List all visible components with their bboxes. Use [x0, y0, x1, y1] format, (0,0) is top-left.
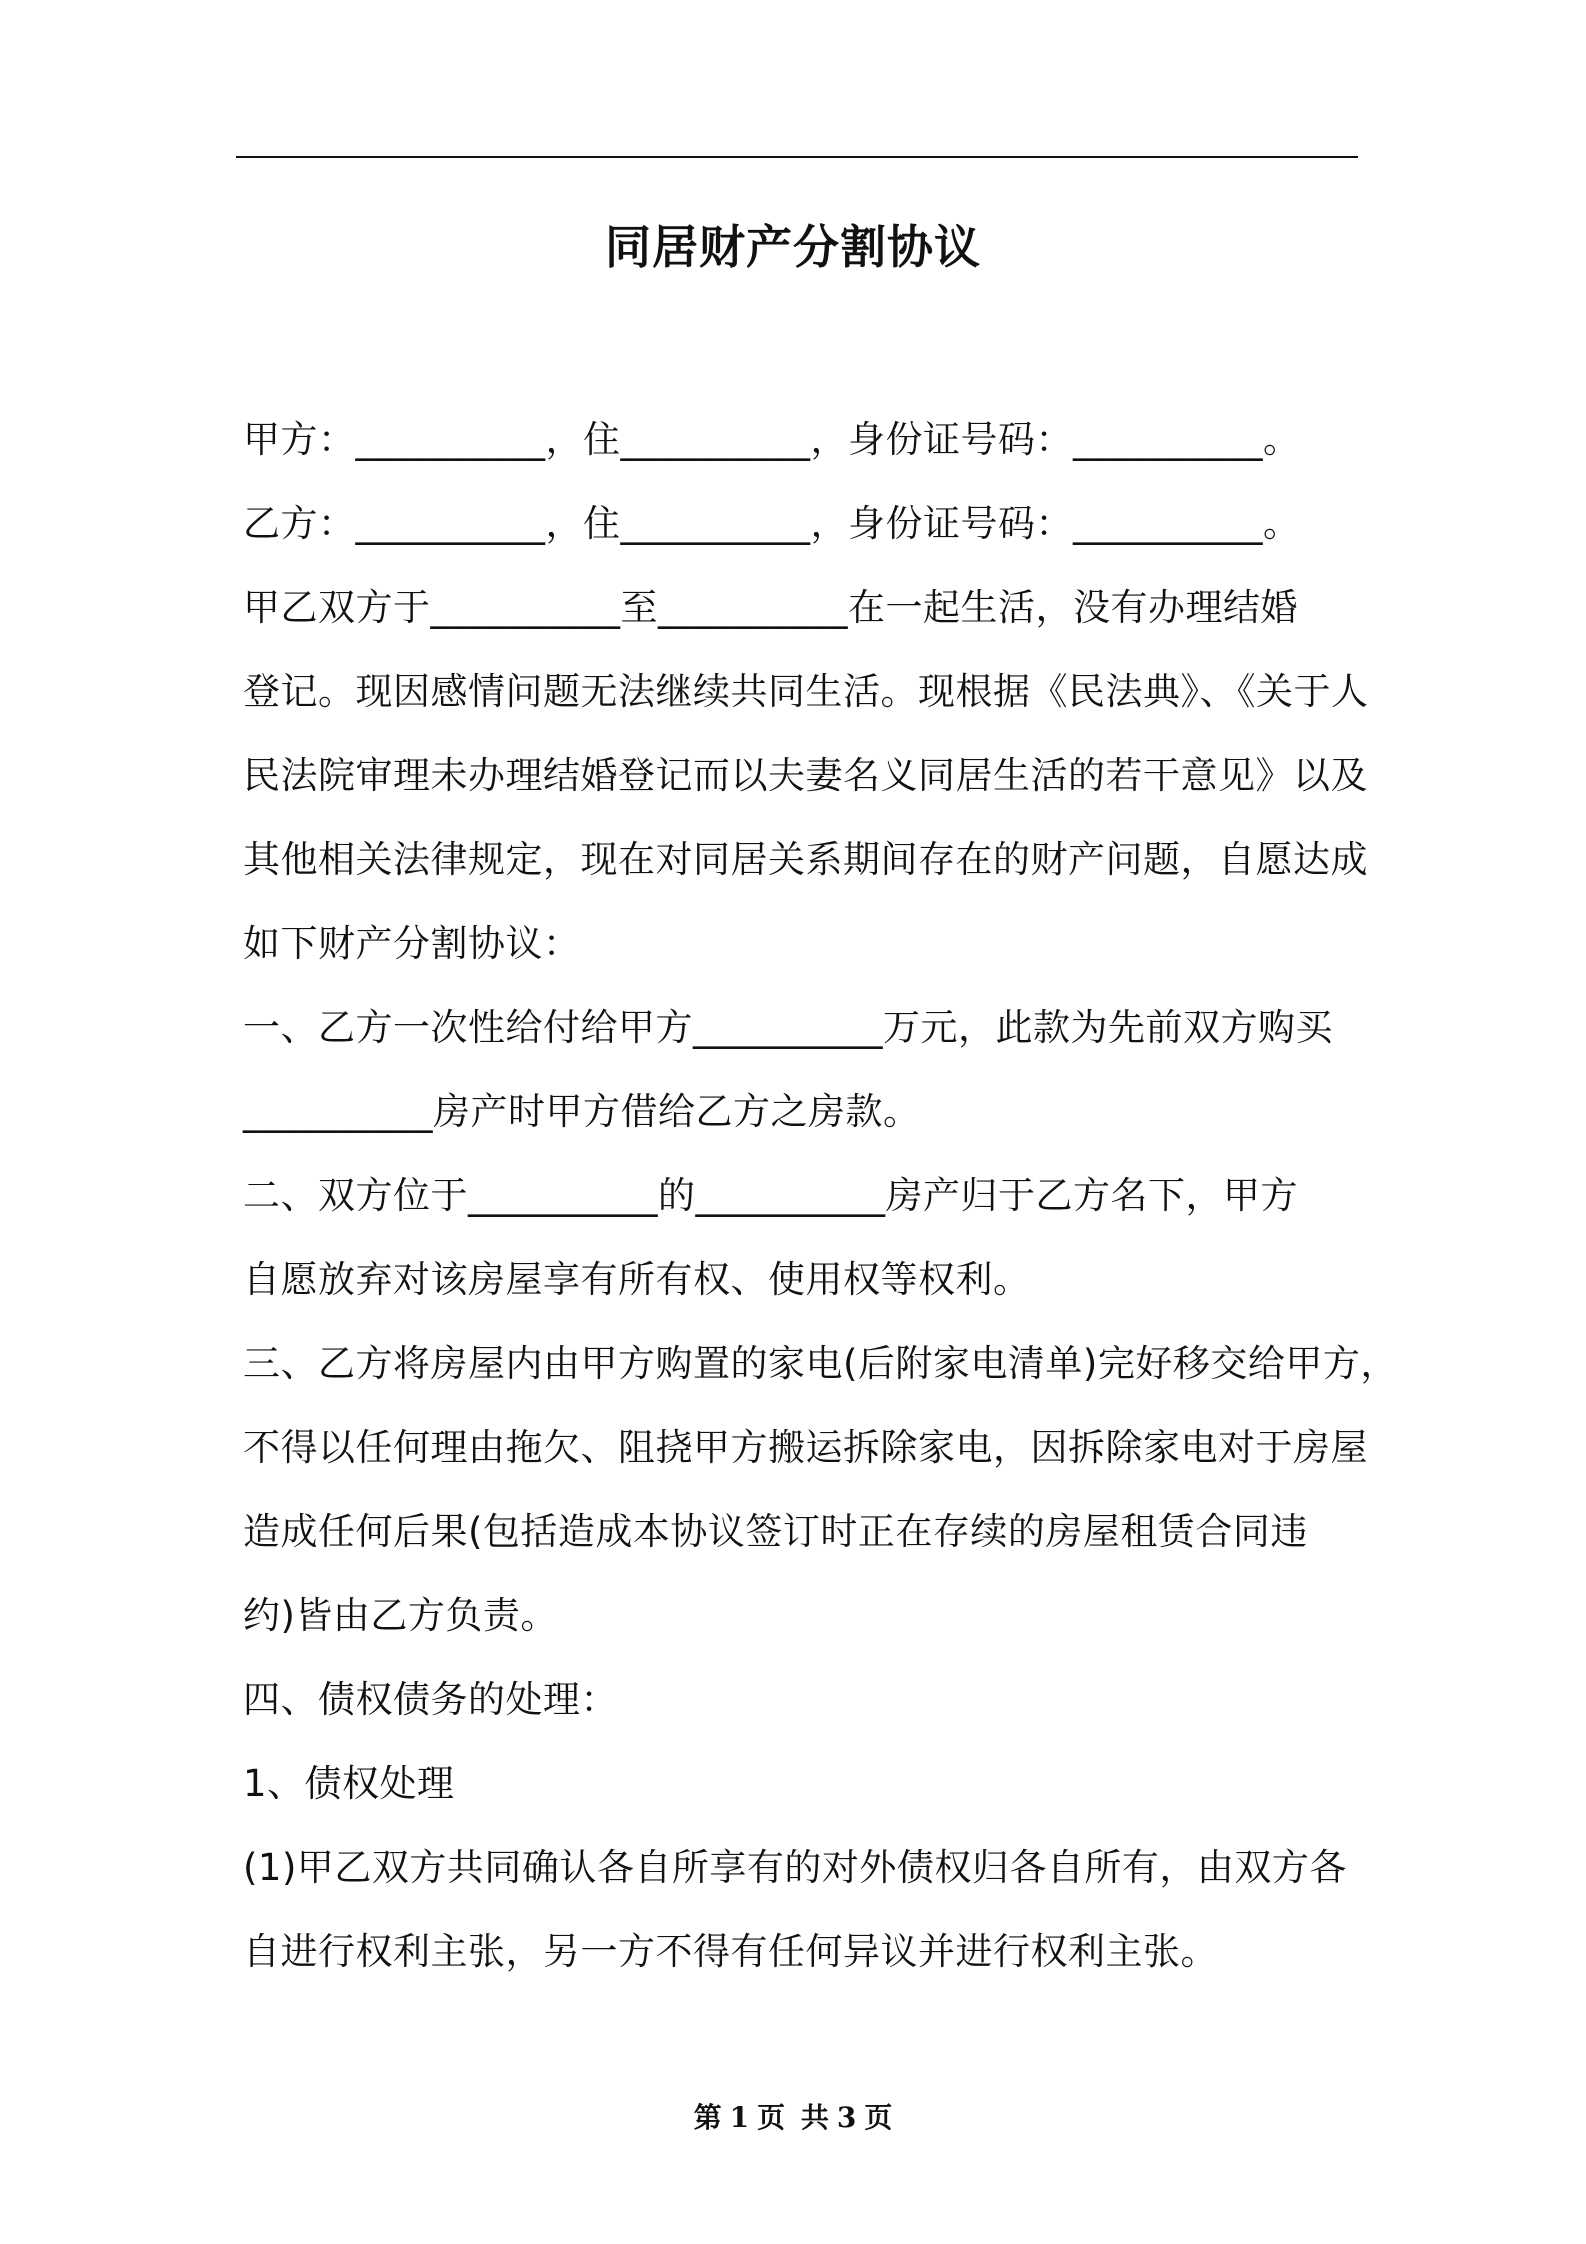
document-title: 同居财产分割协议 — [605, 220, 981, 274]
clause-3-line: 约)皆由乙方负责。 — [243, 1594, 558, 1637]
clause-2-line: 二、双方位于__________的__________房产归于乙方名下，甲方 — [243, 1174, 1298, 1217]
clause-3-line: 造成任何后果(包括造成本协议签订时正在存续的房屋租赁合同违 — [243, 1510, 1308, 1553]
clause-3-line: 三、乙方将房屋内由甲方购置的家电(后附家电清单)完好移交给甲方， — [243, 1342, 1398, 1385]
preamble-line: 其他相关法律规定，现在对同居关系期间存在的财产问题，自愿达成 — [243, 838, 1368, 881]
preamble-line: 登记。现因感情问题无法继续共同生活。现根据《民法典》、《关于人 — [243, 670, 1369, 713]
clause-1-line: 一、乙方一次性给付给甲方__________万元，此款为先前双方购买 — [243, 1006, 1333, 1049]
party-b-line: 乙方：__________，住__________，身份证号码：__________。 — [243, 502, 1301, 545]
clause-4-heading: 四、债权债务的处理： — [243, 1678, 618, 1721]
subclause-heading: 1、债权处理 — [243, 1762, 455, 1805]
footer-label-of: 页 共 — [757, 2101, 829, 2134]
preamble-line: 如下财产分割协议： — [243, 922, 581, 965]
footer-label-page: 第 — [693, 2101, 722, 2134]
header-rule — [236, 156, 1358, 158]
clause-3-line: 不得以任何理由拖欠、阻挠甲方搬运拆除家电，因拆除家电对于房屋 — [243, 1426, 1368, 1469]
document-body — [243, 398, 1398, 1994]
subclause-line: 自进行权利主张，另一方不得有任何异议并进行权利主张。 — [243, 1930, 1218, 1973]
subclause-line: (1)甲乙双方共同确认各自所享有的对外债权归各自所有，由双方各 — [243, 1846, 1347, 1889]
clause-1-line: __________房产时甲方借给乙方之房款。 — [243, 1090, 921, 1133]
preamble-line: 民法院审理未办理结婚登记而以夫妻名义同居生活的若干意见》以及 — [243, 754, 1368, 797]
clause-2-line: 自愿放弃对该房屋享有所有权、使用权等权利。 — [243, 1258, 1031, 1301]
footer-label-end: 页 — [864, 2101, 893, 2134]
preamble-line: 甲乙双方于__________至__________在一起生活，没有办理结婚 — [243, 586, 1298, 629]
current-page-number: 1 — [729, 2101, 750, 2134]
page-footer — [0, 2096, 1586, 2136]
total-pages-number: 3 — [836, 2101, 857, 2134]
party-a-line: 甲方：__________，住__________，身份证号码：__________。 — [243, 418, 1301, 461]
